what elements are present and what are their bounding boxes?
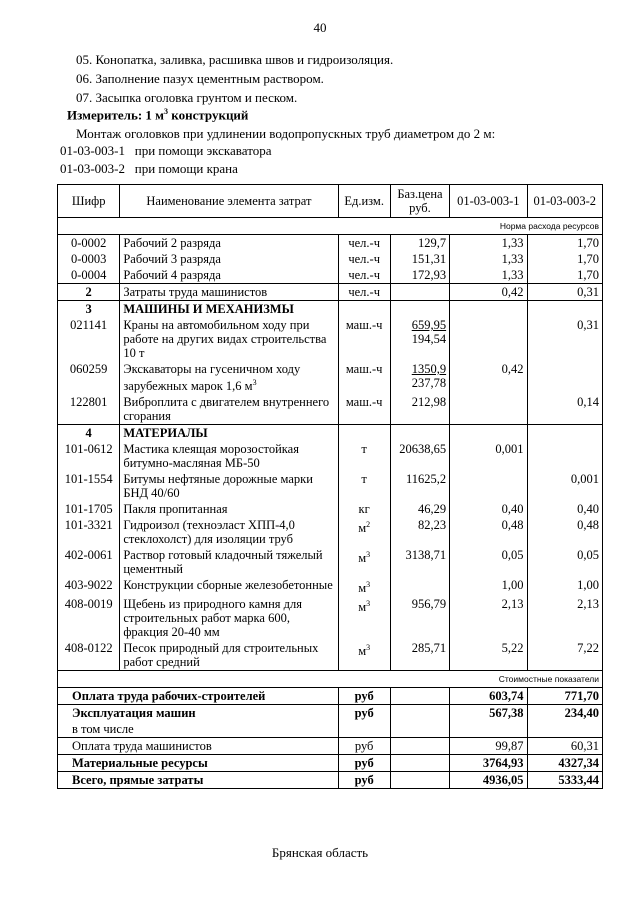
row-price: 46,29 — [390, 501, 449, 517]
row-name: Щебень из природного камня для строительных работ марка 600, фракция 20-40 мм — [120, 596, 338, 640]
row-code: 0-0002 — [58, 235, 120, 252]
row-v1: 2,13 — [450, 596, 527, 640]
row-unit — [338, 577, 390, 596]
row-price-main: 659,95 — [411, 318, 447, 332]
row-price: 20638,65 — [390, 441, 449, 471]
table-row — [58, 251, 603, 267]
row-unit-text: м — [358, 521, 367, 536]
norm-label: Норма расхода ресурсов — [58, 218, 603, 235]
row-unit: чел.-ч — [338, 284, 390, 301]
row-name: Краны на автомобильном ходу при работе на других видах строительства 10 т — [120, 317, 338, 361]
footer-region: Брянская область — [271, 845, 369, 860]
row-price: 3138,71 — [390, 547, 449, 577]
row-v1: 1,33 — [450, 267, 527, 284]
row-name — [120, 361, 338, 394]
row-name: Пакля пропитанная — [120, 501, 338, 517]
row-code: 101-1554 — [58, 471, 120, 501]
row-v1: 1,00 — [450, 577, 527, 596]
total-v2: 5333,44 — [527, 772, 602, 789]
header-name: Наименование элемента затрат — [120, 185, 338, 218]
row-code: 021141 — [58, 317, 120, 361]
row-unit-text: м — [358, 644, 367, 659]
row-v1: 0,42 — [450, 361, 527, 394]
row-code: 0-0003 — [58, 251, 120, 267]
row-code: 101-0612 — [58, 441, 120, 471]
table-row — [58, 501, 603, 517]
total-unit: руб — [338, 738, 390, 755]
row-price — [390, 361, 449, 394]
row-price: 212,98 — [390, 394, 449, 425]
row-name: Песок природный для строительных работ средний — [120, 640, 338, 671]
row-code: 4 — [58, 425, 120, 442]
total-name: Всего, прямые затраты — [58, 772, 339, 789]
row-v2: 1,00 — [527, 577, 602, 596]
table-header — [58, 185, 603, 218]
row-price — [390, 577, 449, 596]
row-name: МАТЕРИАЛЫ — [120, 425, 338, 442]
total-v2: 4327,34 — [527, 755, 602, 772]
table-row — [58, 235, 603, 252]
total-row — [58, 688, 603, 705]
code2: 01-03-003-2 — [60, 161, 125, 176]
row-unit: чел.-ч — [338, 251, 390, 267]
row-code: 402-0061 — [58, 547, 120, 577]
row-unit: чел.-ч — [338, 267, 390, 284]
row-unit-sup: 3 — [366, 550, 371, 560]
total-v1: 3764,93 — [450, 755, 527, 772]
row-name: Виброплита с двигателем внутреннего сгорания — [120, 394, 338, 425]
row-v2: 1,70 — [527, 267, 602, 284]
row-unit — [338, 547, 390, 577]
row-v2: 0,31 — [527, 284, 602, 301]
table-row — [58, 517, 603, 547]
table-row — [58, 577, 603, 596]
row-unit — [338, 596, 390, 640]
row-v2: 0,40 — [527, 501, 602, 517]
row-v2: 0,14 — [527, 394, 602, 425]
row-price: 82,23 — [390, 517, 449, 547]
total-unit: руб — [338, 705, 390, 722]
row-price-main: 1350,9 — [411, 362, 447, 376]
row-price: 129,7 — [390, 235, 449, 252]
row-unit-sup: 2 — [366, 520, 371, 530]
work-description: Монтаж оголовков при удлинении водопропускных труб диаметром до 2 м: — [76, 126, 496, 141]
total-v1: 603,74 — [450, 688, 527, 705]
total-unit: руб — [338, 755, 390, 772]
row-unit-sup: 3 — [366, 643, 371, 653]
row-v1 — [450, 394, 527, 425]
page-number: 40 — [313, 20, 327, 35]
total-v2: 234,40 — [527, 705, 602, 722]
row-v2 — [527, 361, 602, 394]
row-name: Рабочий 2 разряда — [120, 235, 338, 252]
row-v2: 1,70 — [527, 251, 602, 267]
measure-unit — [67, 107, 248, 123]
cost-label: Стоимостные показатели — [58, 671, 603, 688]
row-v1: 0,001 — [450, 441, 527, 471]
row-unit — [338, 517, 390, 547]
total-row — [58, 772, 603, 789]
row-unit: т — [338, 441, 390, 471]
row-code: 0-0004 — [58, 267, 120, 284]
measure-prefix: Измеритель: 1 м — [67, 107, 165, 123]
row-name: Рабочий 3 разряда — [120, 251, 338, 267]
row-v1: 0,05 — [450, 547, 527, 577]
total-v1: 567,38 — [450, 705, 527, 722]
section-row — [58, 301, 603, 318]
row-v1: 5,22 — [450, 640, 527, 671]
total-row — [58, 705, 603, 722]
row-unit-text: м — [358, 551, 367, 566]
row-code: 408-0019 — [58, 596, 120, 640]
row-price-sub: 237,78 — [411, 376, 447, 390]
step-06: 06. Заполнение пазух цементным раствором. — [76, 71, 324, 86]
code-line-2 — [60, 161, 238, 177]
row-unit-sup: 3 — [366, 580, 371, 590]
row-v1 — [450, 471, 527, 501]
row-name: Затраты труда машинистов — [120, 284, 338, 301]
section-row — [58, 425, 603, 442]
row-price: 151,31 — [390, 251, 449, 267]
total-v1: 99,87 — [450, 738, 527, 755]
total-v2: 771,70 — [527, 688, 602, 705]
header-col1: 01-03-003-1 — [450, 185, 527, 218]
code1: 01-03-003-1 — [60, 143, 125, 158]
row-price: 11625,2 — [390, 471, 449, 501]
row-v2: 0,001 — [527, 471, 602, 501]
table-row — [58, 317, 603, 361]
resource-table — [57, 184, 603, 789]
row-code: 122801 — [58, 394, 120, 425]
table-row — [58, 596, 603, 640]
row-unit: маш.-ч — [338, 361, 390, 394]
total-row — [58, 738, 603, 755]
header-code: Шифр — [58, 185, 120, 218]
row-code: 2 — [58, 284, 120, 301]
measure-sup: 3 — [164, 107, 169, 116]
total-v2: 60,31 — [527, 738, 602, 755]
row-name: МАШИНЫ И МЕХАНИЗМЫ — [120, 301, 338, 318]
row-v1: 0,40 — [450, 501, 527, 517]
table-row — [58, 284, 603, 301]
row-name: Гидроизол (техноэласт ХПП-4,0 стеклохолст) для изоляции труб — [120, 517, 338, 547]
table-row — [58, 441, 603, 471]
row-v2: 0,48 — [527, 517, 602, 547]
measure-suffix: конструкций — [168, 107, 249, 123]
row-code: 101-3321 — [58, 517, 120, 547]
total-row — [58, 721, 603, 738]
row-price — [390, 284, 449, 301]
header-col2: 01-03-003-2 — [527, 185, 602, 218]
table-row — [58, 267, 603, 284]
row-v2: 0,05 — [527, 547, 602, 577]
row-price-sub: 194,54 — [411, 332, 447, 346]
code1-desc: при помощи экскаватора — [134, 143, 272, 158]
row-v2: 7,22 — [527, 640, 602, 671]
row-unit: маш.-ч — [338, 317, 390, 361]
row-price — [390, 317, 449, 361]
code-line-1 — [60, 143, 271, 159]
row-v1 — [450, 317, 527, 361]
table-row — [58, 547, 603, 577]
total-v1: 4936,05 — [450, 772, 527, 789]
row-name: Мастика клеящая морозостойкая битумно-масляная МБ-50 — [120, 441, 338, 471]
row-v2: 1,70 — [527, 235, 602, 252]
total-name: Материальные ресурсы — [58, 755, 339, 772]
row-v1: 0,48 — [450, 517, 527, 547]
code2-desc: при помощи крана — [134, 161, 238, 176]
row-name: Рабочий 4 разряда — [120, 267, 338, 284]
row-v2: 0,31 — [527, 317, 602, 361]
header-price: Баз.цена руб. — [390, 185, 449, 218]
row-unit: кг — [338, 501, 390, 517]
step-07: 07. Засыпка оголовка грунтом и песком. — [76, 90, 298, 105]
row-unit: маш.-ч — [338, 394, 390, 425]
row-unit: чел.-ч — [338, 235, 390, 252]
row-code: 060259 — [58, 361, 120, 394]
total-row — [58, 755, 603, 772]
row-code: 408-0122 — [58, 640, 120, 671]
row-name: Битумы нефтяные дорожные марки БНД 40/60 — [120, 471, 338, 501]
row-unit-text: м — [358, 600, 367, 615]
row-code: 403-9022 — [58, 577, 120, 596]
row-price: 172,93 — [390, 267, 449, 284]
row-code: 3 — [58, 301, 120, 318]
total-name: Эксплуатация машин — [58, 705, 339, 722]
total-name: Оплата труда машинистов — [58, 738, 339, 755]
row-name: Конструкции сборные железобетонные — [120, 577, 338, 596]
table-row — [58, 361, 603, 394]
row-unit-text: м — [358, 581, 367, 596]
total-name: в том числе — [58, 721, 339, 738]
row-code: 101-1705 — [58, 501, 120, 517]
row-unit-sup: 3 — [366, 599, 371, 609]
row-v2 — [527, 441, 602, 471]
total-unit: руб — [338, 688, 390, 705]
row-unit: т — [338, 471, 390, 501]
row-price: 956,79 — [390, 596, 449, 640]
row-v1: 1,33 — [450, 251, 527, 267]
row-price: 285,71 — [390, 640, 449, 671]
row-unit — [338, 640, 390, 671]
total-name: Оплата труда рабочих-строителей — [58, 688, 339, 705]
row-v1: 0,42 — [450, 284, 527, 301]
row-name-text: Экскаваторы на гусеничном ходу зарубежных марок 1,6 м — [123, 362, 301, 394]
row-v2: 2,13 — [527, 596, 602, 640]
total-unit: руб — [338, 772, 390, 789]
table-row — [58, 471, 603, 501]
header-unit: Ед.изм. — [338, 185, 390, 218]
table-row — [58, 640, 603, 671]
table-row — [58, 394, 603, 425]
row-name-sup: 3 — [252, 378, 257, 387]
row-name: Раствор готовый кладочный тяжелый цементный — [120, 547, 338, 577]
row-v1: 1,33 — [450, 235, 527, 252]
step-05: 05. Конопатка, заливка, расшивка швов и гидроизоляция. — [76, 52, 394, 67]
